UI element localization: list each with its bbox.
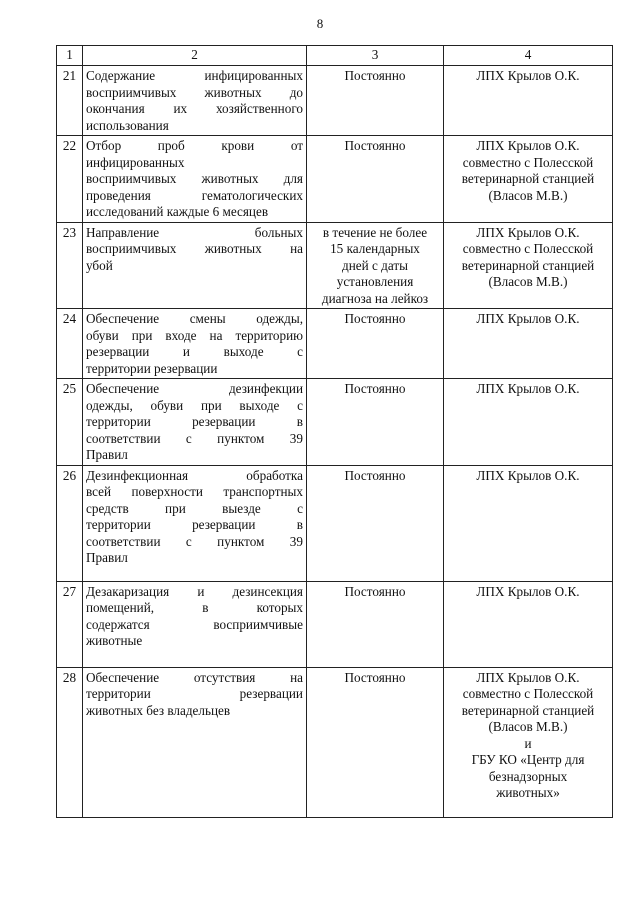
description-line: животных без владельцев [86,702,231,718]
responsible-party [444,66,613,136]
measure-period [307,465,444,581]
responsible-line: ГБУ КО «Центр для [471,752,585,767]
description-line: соответствии с пунктом 39 [86,533,303,549]
period-line: установления [336,274,414,289]
responsible-line: животных» [496,785,560,800]
responsible-line: (Власов М.В.) [488,719,568,734]
responsible-line: ветеринарной станцией [461,702,595,718]
description-line: исследований каждые 6 месяцев [86,204,269,219]
row-number: 28 [57,667,83,817]
responsible-party [444,581,613,667]
responsible-line: совместно с Полесской [462,154,594,170]
period-line: 15 календарных [330,241,420,256]
description-line: использования [86,117,169,133]
responsible-party [444,309,613,379]
description-line: территории резервации [86,686,303,701]
period-line: Постоянно [344,138,406,153]
measure-description [83,581,307,667]
description-line: Обеспечение отсутствия на [86,669,303,685]
responsible-party [444,667,613,817]
description-line: резервации и выходе с [86,344,303,359]
measure-period [307,66,444,136]
row-number: 23 [57,222,83,309]
description-line: Отбор проб крови от [86,138,303,153]
header-cell-2: 2 [83,46,307,66]
measure-description [83,136,307,223]
measure-description [83,667,307,817]
description-line: территории резервации в [86,414,303,429]
header-cell-3: 3 [307,46,444,66]
responsible-line: ЛПХ Крылов О.К. [476,311,580,326]
description-line: Дезинфекционная обработка [86,467,303,483]
row-number: 25 [57,379,83,466]
description-line: восприимчивых животных для [86,171,303,186]
responsible-line: и [524,735,532,751]
description-line: восприимчивых животных до [86,84,303,100]
period-line: Постоянно [344,68,406,83]
responsible-line: ЛПХ Крылов О.К. [476,381,580,396]
description-line: всей поверхности транспортных [86,484,303,499]
description-line: Дезакаризация и дезинсекция [86,583,303,599]
responsible-line: (Власов М.В.) [488,274,568,289]
row-number: 24 [57,309,83,379]
description-line: инфицированных [86,154,185,170]
table-row [57,379,613,466]
measure-period [307,581,444,667]
description-line: животные [86,633,143,648]
measure-description [83,222,307,309]
measure-description [83,309,307,379]
measure-period [307,222,444,309]
period-line: Постоянно [344,311,406,326]
row-number: 27 [57,581,83,667]
description-line: Правил [86,550,128,565]
table-row [57,667,613,817]
responsible-line: совместно с Полесской [462,686,594,701]
measure-description [83,379,307,466]
description-line: убой [86,257,113,273]
description-line: Обеспечение дезинфекции [86,381,303,396]
responsible-party [444,379,613,466]
responsible-line: (Власов М.В.) [488,187,568,203]
description-line: территории резервации в [86,517,303,532]
row-number: 26 [57,465,83,581]
measure-period [307,667,444,817]
responsible-line: безнадзорных [488,768,568,784]
description-line: окончания их хозяйственного [86,101,303,116]
period-line: Постоянно [344,583,406,599]
measure-period [307,379,444,466]
responsible-party [444,222,613,309]
responsible-line: ЛПХ Крылов О.К. [476,583,580,599]
responsible-party [444,136,613,223]
table-row [57,309,613,379]
description-line: соответствии с пунктом 39 [86,430,303,446]
measure-description [83,465,307,581]
table-row [57,222,613,309]
description-line: проведения гематологических [86,187,303,203]
period-line: Постоянно [344,467,406,483]
description-line: Правил [86,447,128,462]
responsible-line: ветеринарной станцией [461,171,595,186]
period-line: дней с даты [342,257,408,273]
responsible-line: совместно с Полесской [462,241,594,256]
responsible-line: ЛПХ Крылов О.К. [476,467,580,483]
responsible-line: ветеринарной станцией [461,257,595,273]
description-line: территории резервации [86,360,218,376]
description-line: помещений, в которых [86,600,303,615]
table-row [57,66,613,136]
measure-period [307,309,444,379]
responsible-line: ЛПХ Крылов О.К. [476,68,580,83]
measures-table [56,45,613,818]
header-row [57,46,613,66]
period-line: Постоянно [344,669,406,685]
header-cell-1: 1 [57,46,83,66]
row-number: 22 [57,136,83,223]
responsible-line: ЛПХ Крылов О.К. [476,138,580,153]
header-cell-4: 4 [444,46,613,66]
table-row [57,465,613,581]
responsible-line: ЛПХ Крылов О.К. [476,224,580,240]
description-line: Направление больных [86,224,303,240]
measure-description [83,66,307,136]
row-number: 21 [57,66,83,136]
table-row [57,581,613,667]
description-line: содержатся восприимчивые [86,616,303,632]
table-row [57,136,613,223]
page-number: 8 [316,16,324,31]
period-line: диагноза на лейкоз [321,290,429,306]
description-line: одежды, обуви при выходе с [86,397,303,413]
description-line: Содержание инфицированных [86,68,303,83]
period-line: в течение не более [322,224,428,240]
responsible-party [444,465,613,581]
responsible-line: ЛПХ Крылов О.К. [476,669,580,685]
period-line: Постоянно [344,381,406,396]
description-line: Обеспечение смены одежды, [86,311,303,326]
description-line: обуви при входе на территорию [86,327,303,343]
description-line: средств при выезде с [86,500,303,516]
measure-period [307,136,444,223]
description-line: восприимчивых животных на [86,241,303,256]
table-body [57,66,613,818]
